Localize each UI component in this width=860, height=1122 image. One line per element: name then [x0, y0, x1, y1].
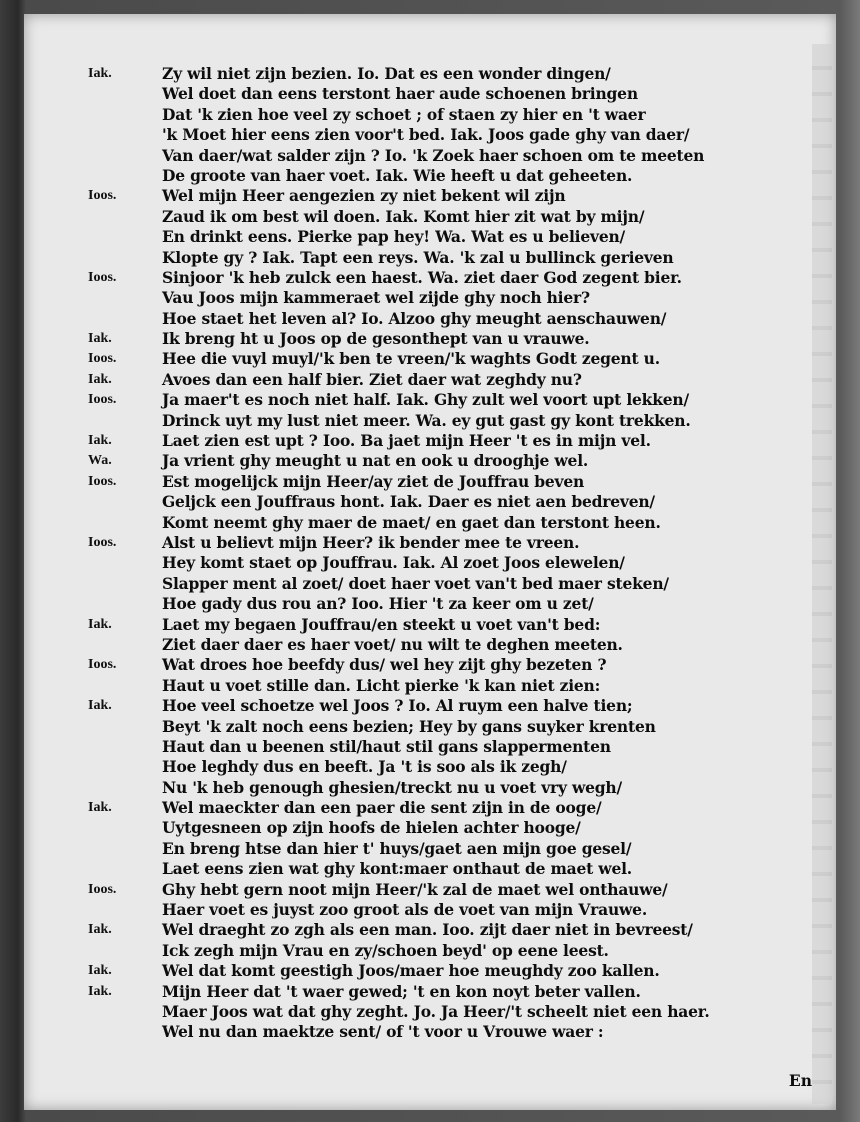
verse-text: Ja vrient ghy meught u nat en ook u drooghje wel. — [162, 451, 589, 471]
verse-line — [88, 880, 828, 900]
verse-line — [88, 227, 828, 247]
verse-line — [88, 431, 828, 451]
verse-text: Beyt 'k zalt noch eens bezien; Hey by gans suyker krenten — [162, 716, 656, 736]
verse-text: Komt neemt ghy maer de maet/ en gaet dan terstont heen. — [162, 512, 661, 532]
verse-line — [88, 166, 828, 186]
verse-text: Ick zegh mijn Vrau en zy/schoen beyd' op eene leest. — [162, 940, 609, 960]
speaker-label: Ioos. — [88, 881, 117, 897]
verse-block — [88, 64, 828, 1043]
verse-text: Zaud ik om best wil doen. Iak. Komt hier zit wat by mijn/ — [162, 206, 645, 226]
verse-text: Laet zien est upt ? Ioo. Ba jaet mijn Heer 't es in mijn vel. — [162, 431, 651, 451]
verse-text: Ik breng ht u Joos op de gesonthept van u vrauwe. — [162, 329, 590, 349]
verse-text: Hoe gady dus rou an? Ioo. Hier 't za keer om u zet/ — [162, 594, 594, 614]
verse-line — [88, 655, 828, 675]
verse-line — [88, 553, 828, 573]
verse-text: Wel draeght zo zgh als een man. Ioo. zijt daer niet in bevreest/ — [162, 920, 693, 940]
speaker-label: Ioos. — [88, 657, 117, 673]
verse-line — [88, 329, 828, 349]
verse-text: Mijn Heer dat 't waer gewed; 't en kon noyt beter vallen. — [162, 981, 641, 1001]
verse-line — [88, 186, 828, 206]
verse-text: Nu 'k heb genough ghesien/treckt nu u voet vry wegh/ — [162, 777, 622, 797]
verse-text: Avoes dan een half bier. Ziet daer wat zeghdy nu? — [162, 369, 582, 389]
verse-text: Est mogelijck mijn Heer/ay ziet de Jouffrau beven — [162, 471, 585, 491]
speaker-label: Iak. — [88, 66, 112, 81]
verse-line — [88, 1022, 828, 1042]
verse-text: Geljck een Jouffraus hont. Iak. Daer es niet aen bedreven/ — [162, 492, 655, 512]
speaker-label: Iak. — [88, 800, 112, 816]
verse-text: Haut u voet stille dan. Licht pierke 'k kan niet zien: — [162, 675, 601, 695]
verse-line — [88, 125, 828, 145]
verse-line — [88, 778, 828, 798]
verse-text: Wat droes hoe beefdy dus/ wel hey zijt ghy bezeten ? — [162, 655, 607, 675]
verse-line — [88, 717, 828, 737]
verse-line — [88, 594, 828, 614]
verse-line — [88, 248, 828, 268]
verse-line — [88, 451, 828, 471]
verse-line — [88, 737, 828, 757]
verse-text: Slapper ment al zoet/ doet haer voet van't bed maer steken/ — [162, 573, 669, 593]
speaker-label: Ioos. — [88, 534, 117, 550]
verse-text: Maer Joos wat dat ghy zeght. Jo. Ja Heer/'t scheelt niet een haer. — [162, 1001, 710, 1021]
verse-line — [88, 472, 828, 492]
speaker-label: Iak. — [88, 616, 112, 632]
speaker-label: Ioos. — [88, 351, 117, 367]
verse-text: Hey komt staet op Jouffrau. Iak. Al zoet Joos elewelen/ — [162, 553, 625, 573]
speaker-label: Ioos. — [88, 188, 117, 204]
verse-line — [88, 961, 828, 981]
speaker-label: Ioos. — [88, 473, 117, 489]
verse-text: Laet my begaen Jouffrau/en steekt u voet van't bed: — [162, 614, 601, 634]
verse-line — [88, 615, 828, 635]
verse-line — [88, 635, 828, 655]
verse-text: Wel doet dan eens terstont haer aude schoenen bringen — [162, 84, 638, 104]
verse-line — [88, 146, 828, 166]
verse-text: De groote van haer voet. Iak. Wie heeft u dat geheeten. — [162, 165, 633, 185]
verse-line — [88, 757, 828, 777]
verse-line — [88, 64, 828, 84]
verse-line — [88, 696, 828, 716]
verse-text: 'k Moet hier eens zien voor't bed. Iak. Joos gade ghy van daer/ — [162, 125, 690, 145]
verse-text: Wel mijn Heer aengezien zy niet bekent wil zijn — [162, 186, 566, 206]
speaker-label: Iak. — [88, 922, 112, 938]
verse-text: En breng htse dan hier t' huys/gaet aen mijn goe gesel/ — [162, 838, 632, 858]
verse-line — [88, 513, 828, 533]
speaker-label: Iak. — [88, 371, 112, 387]
verse-text: Vau Joos mijn kammeraet wel zijde ghy noch hier? — [162, 288, 590, 308]
speaker-label: Iak. — [88, 983, 112, 999]
speaker-label: Wa. — [88, 453, 112, 469]
speaker-label: Iak. — [88, 963, 112, 979]
verse-text: Laet eens zien wat ghy kont:maer onthaut de maet wel. — [162, 859, 632, 879]
verse-text: Ziet daer daer es haer voet/ nu wilt te deghen meeten. — [162, 634, 623, 654]
speaker-label: Ioos. — [88, 269, 117, 285]
verse-text: Van daer/wat salder zijn ? Io. 'k Zoek haer schoen om te meeten — [162, 145, 705, 165]
verse-line — [88, 1002, 828, 1022]
verse-line — [88, 207, 828, 227]
verse-line — [88, 288, 828, 308]
catchword: En — [788, 1071, 812, 1090]
speaker-label: Iak. — [88, 433, 112, 449]
verse-line — [88, 268, 828, 288]
verse-text: Ghy hebt gern noot mijn Heer/'k zal de maet wel onthauwe/ — [162, 879, 668, 899]
verse-line — [88, 390, 828, 410]
verse-line — [88, 798, 828, 818]
speaker-label: Iak. — [88, 698, 112, 714]
verse-text: Hee die vuyl muyl/'k ben te vreen/'k waghts Godt zegent u. — [162, 349, 660, 369]
verse-text: Wel maeckter dan een paer die sent zijn in de ooge/ — [162, 798, 602, 818]
verse-text: Ja maer't es noch niet half. Iak. Ghy zult wel voort upt lekken/ — [162, 390, 689, 410]
verse-line — [88, 533, 828, 553]
verse-line — [88, 839, 828, 859]
verse-line — [88, 676, 828, 696]
verse-text: Alst u believt mijn Heer? ik bender mee te vreen. — [162, 532, 580, 552]
verse-text: En drinkt eens. Pierke pap hey! Wa. Wat es u believen/ — [162, 227, 626, 247]
verse-line — [88, 900, 828, 920]
verse-line — [88, 574, 828, 594]
verse-line — [88, 941, 828, 961]
verse-line — [88, 818, 828, 838]
verse-line — [88, 309, 828, 329]
verse-line — [88, 349, 828, 369]
verse-line — [88, 492, 828, 512]
book-page — [24, 14, 836, 1110]
verse-line — [88, 411, 828, 431]
verse-line — [88, 982, 828, 1002]
verse-text: Haut dan u beenen stil/haut stil gans slappermenten — [162, 736, 611, 756]
speaker-label: Ioos. — [88, 392, 117, 408]
speaker-label: Iak. — [88, 331, 112, 347]
verse-text: Uytgesneen op zijn hoofs de hielen achter hooge/ — [162, 818, 581, 838]
verse-line — [88, 105, 828, 125]
verse-line — [88, 84, 828, 104]
verse-text: Wel nu dan maektze sent/ of 't voor u Vrouwe waer : — [162, 1022, 604, 1042]
verse-text: Drinck uyt my lust niet meer. Wa. ey gut gast gy kont trekken. — [162, 410, 691, 430]
verse-line — [88, 920, 828, 940]
verse-text: Haer voet es juyst zoo groot als de voet van mijn Vrauwe. — [162, 900, 648, 920]
verse-line — [88, 859, 828, 879]
verse-text: Zy wil niet zijn bezien. Io. Dat es een wonder dingen/ — [162, 64, 611, 83]
verse-text: Dat 'k zien hoe veel zy schoet ; of staen zy hier en 't waer — [162, 104, 646, 124]
verse-text: Wel dat komt geestigh Joos/maer hoe meughdy zoo kallen. — [162, 961, 660, 981]
verse-line — [88, 370, 828, 390]
verse-text: Hoe staet het leven al? Io. Alzoo ghy meught aenschauwen/ — [162, 308, 667, 328]
verse-text: Klopte gy ? Iak. Tapt een reys. Wa. 'k zal u bullinck gerieven — [162, 247, 674, 267]
verse-text: Hoe leghdy dus en beeft. Ja 't is soo als ik zegh/ — [162, 757, 567, 777]
verse-text: Sinjoor 'k heb zulck een haest. Wa. ziet daer God zegent bier. — [162, 267, 682, 287]
verse-text: Hoe veel schoetze wel Joos ? Io. Al ruym een halve tien; — [162, 696, 633, 716]
